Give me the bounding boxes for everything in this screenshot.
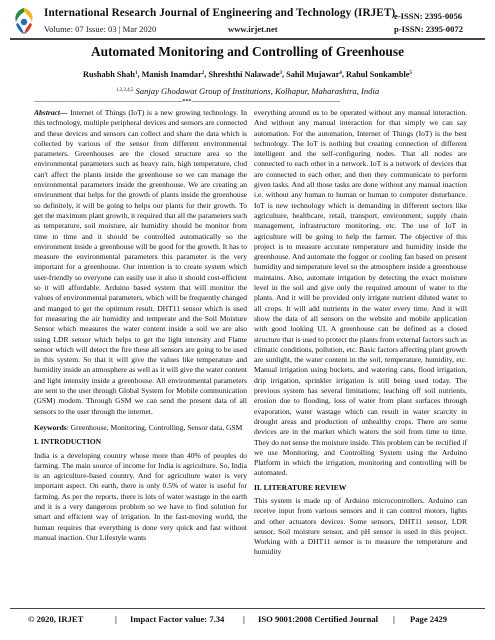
introduction-heading: I. INTRODUCTION [34,437,102,447]
author-name: , Rahul Sonkamble [341,70,410,79]
volume-issue: Volume: 07 Issue: 03 | Mar 2020 [44,24,157,34]
introduction-text: India is a developing country whose more than 40% of peoples do farming. The main source of income for India is agriculture. So, India is an agriculture-based country. And for agriculture water is very important aspect. On earth, there is only 0.5% of water is useful for farming. As per the reports, there is lots of water wastage in the earth and it is a very dangerous problem so we have to find solution for smart and efficient way of irrigation. In the fast-moving world, the human requires that everything is done very quick and fast without manual inaction. Our Lifestyle wants [34,450,247,542]
header-divider [10,38,485,40]
abstract [34,108,247,417]
literature-review-text: This system is made up of Arduino microcontrollers. Arduino can receive input from various sensors and it can control motors, lights and other actuators devices. Some sensors, DHT11 sensor, LDR sensor, Soil moisture sensor, and pH sensor is used in this project. Working with a DHT11 sensor is to measure the temperature and humidity [254,495,467,557]
journal-website-link[interactable]: www.irjet.net [228,24,278,34]
author-index: 2 [201,71,205,76]
author-name: Rushabh Shah [83,70,135,79]
p-issn: p-ISSN: 2395-0072 [394,24,463,34]
author-name: , Sahil Mujawar [282,70,340,79]
keywords [34,423,247,433]
literature-review-heading: II. LITERATURE REVIEW [254,482,347,492]
e-issn: e-ISSN: 2395-0056 [394,11,463,21]
author-name: , Shreshthi Nalawade [204,70,280,79]
separator-dashes-right: --------------------------------------------------------------------------------------------------- [191,99,340,105]
page-footer [0,614,495,628]
iso-certification: ISO 9001:2008 Certified Journal [258,614,379,624]
author-list [0,70,495,79]
affiliation-index: 1,2,3,4,5 [115,88,134,93]
impact-factor: Impact Factor value: 7.34 [130,614,225,624]
author-index: 3 [279,71,282,76]
left-column [34,108,247,614]
author-name: , Manish Inamdar [137,70,202,79]
right-column [254,108,467,614]
separator-dashes-left: --------------------------------------------------------------------------------------------------- [34,99,183,105]
journal-title: International Research Journal of Engineering and Technology (IRJET) [44,7,396,19]
footer-separator: | [115,614,117,624]
footer-separator: | [393,614,395,624]
affiliation [0,86,495,96]
keywords-label: Keywords [34,422,67,432]
keywords-text: : Greenhouse, Monitoring, Controlling, Sensor data, GSM [66,422,243,432]
irjet-logo-icon [10,6,38,36]
copyright: © 2020, IRJET [28,614,84,624]
author-index: 4 [339,71,342,76]
abstract-label: Abstract— [34,108,68,117]
abstract-text: Internet of Things (IoT) is a new growing technology. In this technology, multiple peripheral devices and sensors are connected and these devices and sensors can collect and share the data which is collected by various of the sensor from different environmental parameters. Greenhouses are the closed structure area so the environmental parameters such as heavy rain, high temperature, clod can't affect the plants inside the greenhouse so we can manage the environmental parameters inside the greenhouse. We are creating an environment that helps for the growth of plants inside the greenhouse so definitely, it will be going to helps our plants for their growth. To get the maximum plant growth, it required that all the parameters such as temperature, soil moisture, air humidity should be monitor from time to time and it should be controlled automatically so the environment inside a greenhouse will be good for the growth. It has to measure the environmental parameters this parameter is the very important for a greenhouse. Our intention is to create system which user-friendly so everyone can easily use it also it should cost-efficient so it will affordable. Arduino based system that will monitor the values of environmental parameters, which will be frequently changed and manged to get the optimum result. DHT11 sensor which is used for measuring the air humidity and temperate and the Soil Moisture Sensor which measures the water content inside a soil we are also using LDR sensor which helps to get the light intensity and Flame sensor which will detect the fire these all sensors are going to be used in this system. So that it will give the values like temperature and humidity inside an atmosphere as well as it will give the water content and light intensity inside a greenhouse. All environmental parameters are sent to the user through Global System for Mobile communication (GSM) modem. Through GSM we can send the present data of all sensors to the user through the internet. [34,108,247,416]
page-number: Page 2429 [410,614,447,624]
journal-header [0,0,495,44]
separator-stars: *** [182,99,192,105]
author-index: 5 [409,71,412,76]
section-separator [34,98,461,106]
author-index: 1 [134,71,138,76]
footer-divider [10,608,485,609]
affiliation-text: Sanjay Ghodawat Group of Institutions, Kolhapur, Maharashtra, India [133,86,380,96]
paper-title: Automated Monitoring and Controlling of Greenhouse [90,44,405,59]
footer-separator: | [243,614,245,624]
introduction-continued: everything around us to be operated without any manual interaction. And without any manual interaction for that simply we can say automation. For the automation, Internet of Things (IoT) is the best technology. The IoT is nothing but creating connection of different intelligent and the self-configuring nodes. That all nodes are connected to each other in a network. IoT is a network of devices that are connected to each other, and then they communicate to perform given tasks. And all those tasks are done without any manual inaction i.e. without any human to human or human to computer disturbance. IoT is new technology which is demanding in different sectors like agriculture, healthcare, retail, transport, environment, supply chain management, infrastructure monitoring, etc. The use of IoT in agriculture will be going to help the farmer. The objective of this project is to measure accurate temperature and humidity inside the greenhouse. And automate the foggor or cooling fan based on present humidity and temperature level so the atmosphere inside a greenhouse maintains. Also, automate irrigation by detecting the exact moisture level in the soil and give only the required amount of water to the plants. And it will be provided only irrigate nutrient diluted water to all crops. It will add nutrients in the water every time. And it will show the data of all sensors on the website and mobile application with good looking UI. A greenhouse can be defined as a closed structure that is used to protect the plants from external factors such as climatic conditions, pollution, etc. Basic factors affecting plant growth are sunlight, the water content in the soil, temperature, humidity, etc. Manual irrigation using buckets, and watering cans, flood irrigation, drip irrigation, sprinkler irrigation is still being used today. The previous system has several limitations; leaching off soil nutrients, erosion due to flooding, loss of water from plant surfaces through evaporation, water wastage which can result in water scarcity in drought areas and production of unhealthy crops. There are some devices are in the market which waters the soil from time to time. They do not sense the moisture inside. This problem can be rectified if we use Monitoring, and Controlling System using the Arduino Platform in which the irrigation, monitoring and controlling will be automated. [254,108,467,478]
